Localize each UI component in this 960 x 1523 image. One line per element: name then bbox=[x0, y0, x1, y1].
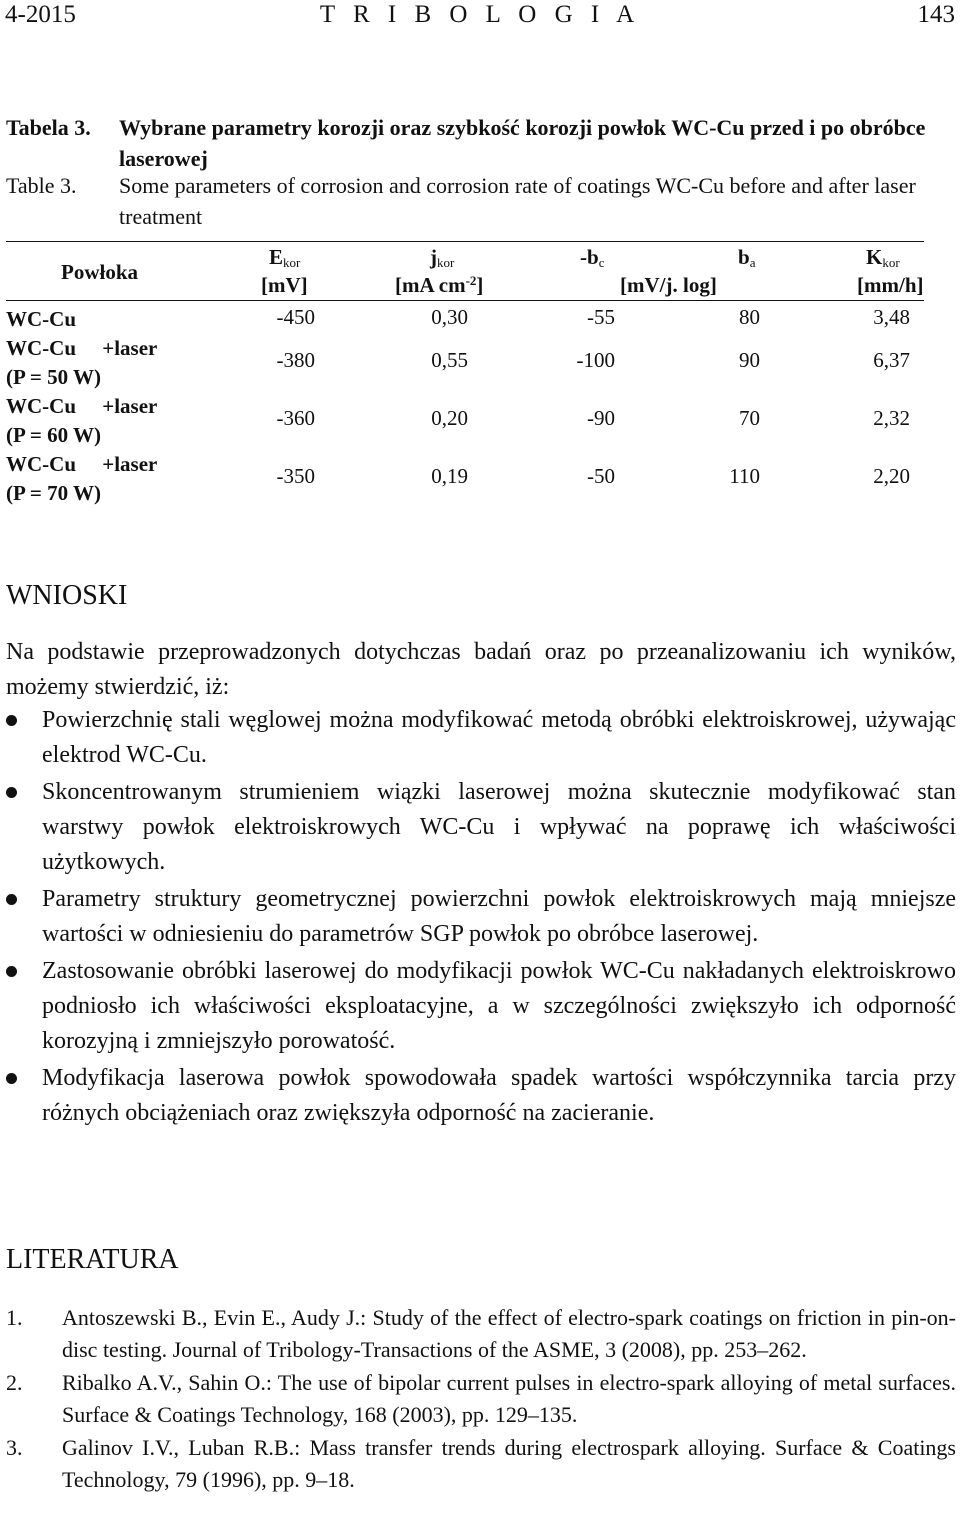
conclusions-intro: Na podstawie przeprowadzonych dotychczas badań oraz po przeanalizowaniu ich wyników, możemy stwierdzić, iż: bbox=[6, 639, 956, 700]
reference-item bbox=[6, 1367, 956, 1431]
row-label: WC-Cu bbox=[6, 307, 77, 331]
cell-jkor: 0,30 bbox=[431, 305, 468, 329]
running-header bbox=[5, 0, 955, 36]
col-header-ba: $b_a$ bbox=[738, 245, 756, 270]
caption-label: Table 3. bbox=[6, 173, 77, 198]
conclusions-list bbox=[6, 703, 956, 1133]
bullet-icon bbox=[6, 787, 17, 798]
cell-kkor: 6,37 bbox=[873, 348, 910, 372]
reference-text: Ribalko A.V., Sahin O.: The use of bipolar current pulses in electro-spark alloying of metal surfaces. Surface & Coatings Technology, 168 (2003), pp. 129–135. bbox=[62, 1370, 956, 1427]
cell-bc: -50 bbox=[587, 464, 615, 488]
col-header-kkor: $K_{kor}$ bbox=[866, 245, 900, 270]
row-label: WC-Cu +laser (P = 70 W) bbox=[6, 452, 158, 505]
section-heading-references: LITERATURA bbox=[6, 1244, 179, 1275]
cell-ba: 110 bbox=[729, 464, 760, 488]
col-unit-kkor: [mm/h] bbox=[857, 273, 924, 297]
col-unit-ekor: [mV] bbox=[261, 273, 308, 297]
cell-bc: -100 bbox=[576, 348, 615, 372]
caption-text: Some parameters of corrosion and corrosion rate of coatings WC-Cu before and after laser treatment bbox=[119, 173, 916, 229]
cell-ekor: -450 bbox=[276, 305, 315, 329]
reference-text: Antoszewski B., Evin E., Audy J.: Study of the effect of electro-spark coatings on friction in pin-on-disc testing. Journal of Tribology-Transactions of the ASME, 3 (2008), pp. 253–262. bbox=[62, 1305, 956, 1362]
row-label: WC-Cu +laser (P = 60 W) bbox=[6, 394, 158, 447]
col-unit-jkor: [mA $cm^{-2}$] bbox=[395, 273, 484, 297]
reference-number: 1. bbox=[6, 1305, 23, 1330]
list-item: Skoncentrowanym strumieniem wiązki laserowej można skutecznie modyfikować stan warstwy powłok elektroiskrowych WC-Cu i wpływać na poprawę ich właściwości użytkowych. bbox=[6, 775, 956, 880]
cell-ekor: -380 bbox=[276, 348, 315, 372]
list-item: Powierzchnię stali węglowej można modyfikować metodą obróbki elektroiskrowej, używając elektrod WC-Cu. bbox=[6, 703, 956, 773]
col-header-coating: Powłoka bbox=[61, 260, 139, 284]
cell-kkor: 2,32 bbox=[873, 406, 910, 430]
list-item: Modyfikacja laserowa powłok spowodowała spadek wartości współczynnika tarcia przy różnych obciążeniach oraz zwiększyła odporność na zacieranie. bbox=[6, 1061, 956, 1131]
bullet-icon bbox=[6, 966, 17, 977]
cell-kkor: 2,20 bbox=[873, 464, 910, 488]
reference-text: Galinov I.V., Luban R.B.: Mass transfer trends during electrospark alloying. Surface & Coatings Technology, 79 (1996), pp. 9–18. bbox=[62, 1435, 956, 1492]
cell-ba: 70 bbox=[739, 406, 760, 430]
caption-text: Wybrane parametry korozji oraz szybkość korozji powłok WC-Cu przed i po obróbce laserowej bbox=[119, 115, 926, 171]
cell-ba: 90 bbox=[739, 348, 760, 372]
list-item: Zastosowanie obróbki laserowej do modyfikacji powłok WC-Cu nakładanych elektroiskrowo podniosło ich właściwości eksploatacyjne, a w szczególności zwiększyło ich odporność korozyjną i zmniejszyło porowatość. bbox=[6, 954, 956, 1059]
reference-item bbox=[6, 1432, 956, 1496]
bullet-icon bbox=[6, 715, 17, 726]
cell-ba: 80 bbox=[739, 305, 760, 329]
bullet-icon bbox=[6, 894, 17, 905]
col-header-jkor: $j_{kor}$ bbox=[430, 245, 455, 270]
reference-list bbox=[6, 1302, 956, 1497]
table-header-row bbox=[6, 241, 924, 301]
cell-ekor: -350 bbox=[276, 464, 315, 488]
issue-number: 4-2015 bbox=[5, 1, 76, 28]
bullet-icon bbox=[6, 1073, 17, 1084]
cell-kkor: 3,48 bbox=[873, 305, 910, 329]
reference-number: 3. bbox=[6, 1435, 23, 1460]
section-heading-conclusions: WNIOSKI bbox=[6, 580, 128, 611]
row-label: WC-Cu +laser (P = 50 W) bbox=[6, 336, 158, 389]
cell-bc: -55 bbox=[587, 305, 615, 329]
cell-jkor: 0,19 bbox=[431, 464, 468, 488]
reference-number: 2. bbox=[6, 1370, 23, 1395]
col-unit-tafel: [mV/j. log] bbox=[620, 273, 717, 297]
caption-label: Tabela 3. bbox=[6, 115, 91, 140]
journal-title: T R I B O L O G I A bbox=[319, 1, 641, 28]
page-number: 143 bbox=[917, 1, 955, 28]
reference-item bbox=[6, 1302, 956, 1366]
cell-ekor: -360 bbox=[276, 406, 315, 430]
list-item: Parametry struktury geometrycznej powierzchni powłok elektroiskrowych mają mniejsze wartości w odniesieniu do parametrów SGP powłok po obróbce laserowej. bbox=[6, 882, 956, 952]
cell-jkor: 0,55 bbox=[431, 348, 468, 372]
col-header-ekor: $E_{kor}$ bbox=[269, 245, 301, 270]
cell-bc: -90 bbox=[587, 406, 615, 430]
cell-jkor: 0,20 bbox=[431, 406, 468, 430]
col-header-bc: $-b_c$ bbox=[580, 245, 605, 270]
